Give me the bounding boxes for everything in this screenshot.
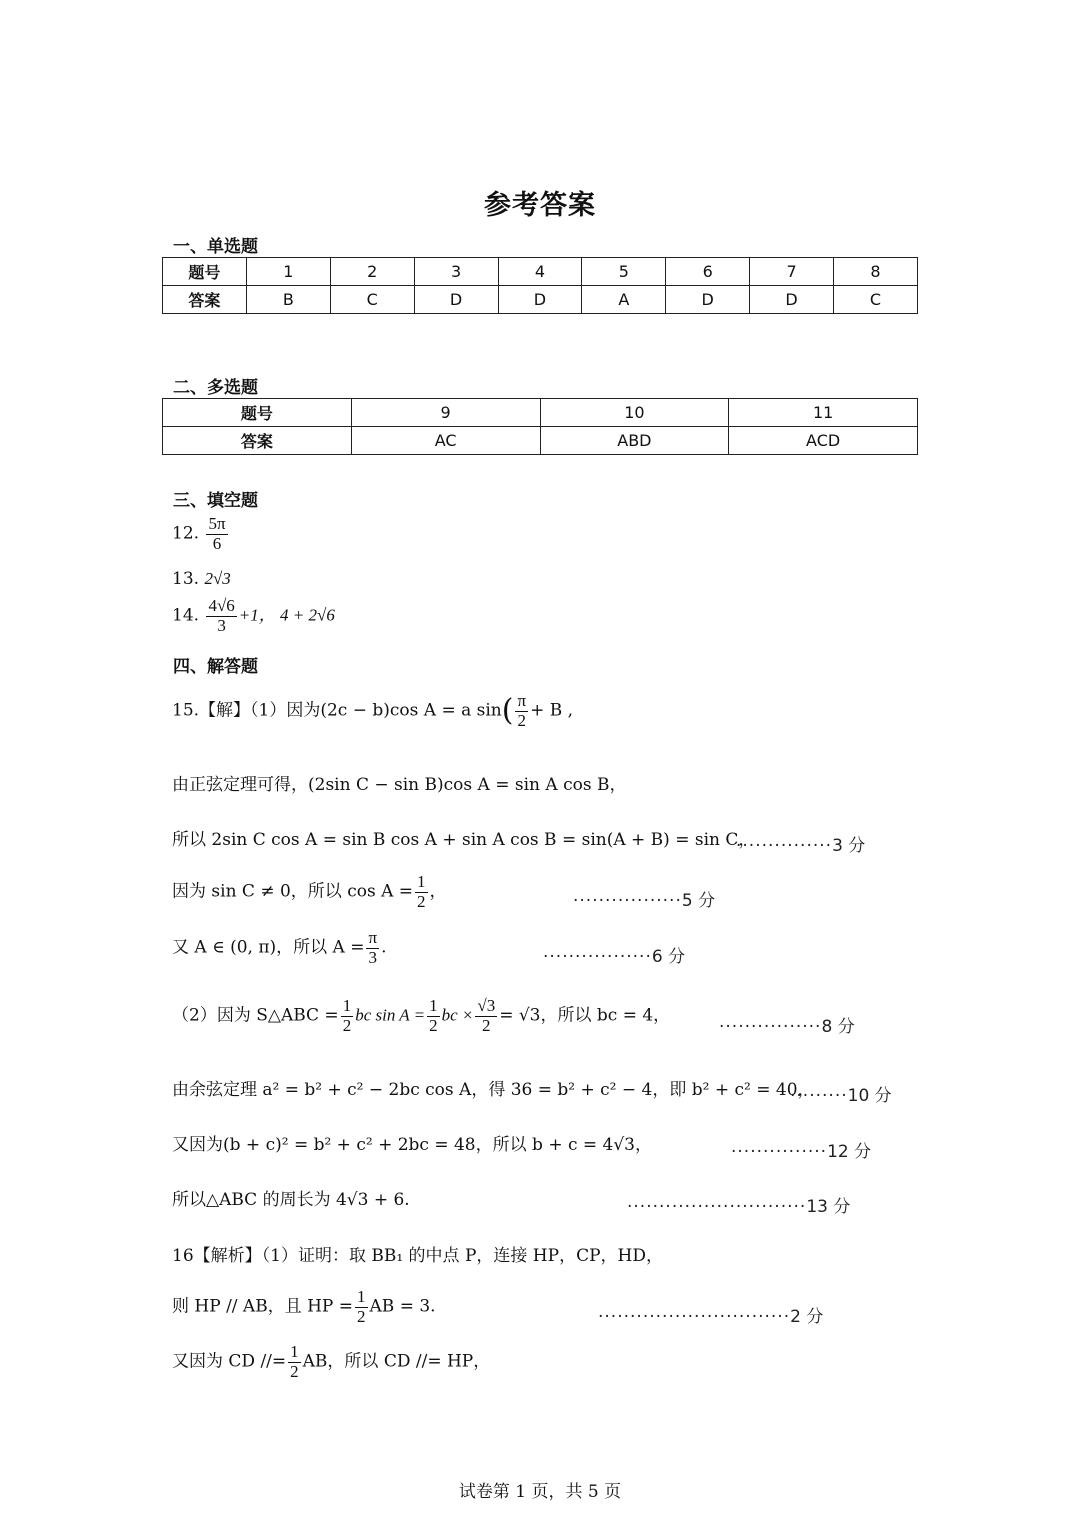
table-cell: ABD — [540, 427, 729, 455]
question-number: 12. — [172, 523, 200, 544]
fraction: $\frac{\pi}{3}$ — [368, 928, 378, 967]
question-number: 13. — [172, 569, 200, 589]
single-choice-answer-table — [162, 257, 918, 314]
q15-line-5: 又 A ∈ (0, π)，所以 A = $\frac{\pi}{3}$ . — [172, 928, 387, 967]
score-marker: ················8 分 — [719, 1017, 855, 1037]
score-marker: ····························13 分 — [627, 1197, 851, 1217]
fraction: $\frac{\pi}{2}$ — [517, 691, 527, 730]
table-cell: 5 — [582, 258, 666, 286]
row-label: 答案 — [163, 286, 247, 314]
q16-line-1: 16【解析】（1）证明：取 BB₁ 的中点 P，连接 HP，CP，HD， — [172, 1246, 663, 1266]
table-cell: AC — [351, 427, 540, 455]
score-marker: ·················5 分 — [573, 891, 716, 911]
q15-line-1: 15.【解】（1）因为(2c − b)cos A = a sin( $\frac{\pi}{2}$ + B , — [172, 691, 574, 730]
q15-line-6: （2）因为 S△ABC = $\frac{1}{2}$ bc sin A = $\frac{1}{2}$ bc × $\frac{√3}{2}$ = √3，所以 bc = 4， — [172, 996, 671, 1035]
section-heading-fill-blank: 三、填空题 — [173, 491, 258, 511]
table-row — [163, 286, 918, 314]
table-cell: 7 — [750, 258, 834, 286]
table-cell: 11 — [729, 399, 918, 427]
paren-open: ( — [501, 693, 514, 729]
section-heading-solutions: 四、解答题 — [173, 657, 258, 677]
multiple-choice-answer-table — [162, 398, 918, 455]
q15-line-2: 由正弦定理可得，(2sin C − sin B)cos A = sin A cos B， — [172, 775, 627, 795]
table-cell: 8 — [834, 258, 918, 286]
answer-14 — [172, 597, 335, 635]
score-marker: ···············3 分 — [736, 836, 866, 856]
fraction: $\frac{1}{2}$ — [357, 1287, 366, 1326]
table-cell: ACD — [729, 427, 918, 455]
q15-line-3: 所以 2sin C cos A = sin B cos A + sin A cos B = sin(A + B) = sin C， — [172, 830, 756, 850]
q15-line-8: 又因为(b + c)² = b² + c² + 2bc = 48，所以 b + c = 4√3， — [172, 1135, 653, 1155]
table-cell: C — [330, 286, 414, 314]
table-cell: 2 — [330, 258, 414, 286]
table-cell: 6 — [666, 258, 750, 286]
table-cell: D — [750, 286, 834, 314]
row-label: 答案 — [163, 427, 352, 455]
table-cell: D — [666, 286, 750, 314]
table-cell: D — [414, 286, 498, 314]
table-cell: 4 — [498, 258, 582, 286]
fraction: $\frac{1}{2}$ — [290, 1342, 299, 1381]
q15-line-9: 所以△ABC 的周长为 4√3 + 6. — [172, 1190, 410, 1210]
fraction: $\frac{5\pi}{6}$ — [208, 514, 226, 553]
table-cell: 3 — [414, 258, 498, 286]
answer-value: 2√3 — [204, 569, 231, 588]
fraction: $\frac{1}{2}$ — [417, 872, 426, 911]
page-footer: 试卷第 1 页，共 5 页 — [458, 1482, 622, 1502]
fraction: $\frac{1}{2}$ — [342, 996, 352, 1035]
answer-12 — [172, 515, 230, 553]
q16-line-2: 则 HP // AB，且 HP = $\frac{1}{2}$ AB = 3. — [172, 1287, 436, 1326]
table-cell: D — [498, 286, 582, 314]
table-row — [163, 427, 918, 455]
row-label: 题号 — [163, 258, 247, 286]
table-cell: 9 — [351, 399, 540, 427]
table-cell: A — [582, 286, 666, 314]
answer-value: +1， 4 + 2√6 — [238, 605, 335, 625]
question-number: 14. — [172, 605, 200, 626]
table-cell: 10 — [540, 399, 729, 427]
q15-line-4: 因为 sin C ≠ 0，所以 cos A = $\frac{1}{2}$ ， — [172, 872, 447, 911]
table-row — [163, 258, 918, 286]
table-cell: 1 — [246, 258, 330, 286]
section-heading-multiple-choice: 二、多选题 — [173, 378, 258, 398]
fraction: $\frac{√3}{2}$ — [477, 996, 496, 1035]
q15-line-7: 由余弦定理 a² = b² + c² − 2bc cos A，得 36 = b² + c² − 4，即 b² + c² = 40， — [172, 1080, 815, 1100]
q16-line-3: 又因为 CD //= $\frac{1}{2}$ AB，所以 CD //= HP， — [172, 1342, 491, 1381]
answer-13 — [172, 569, 231, 589]
score-marker: ···············12 分 — [731, 1142, 872, 1162]
fraction: $\frac{1}{2}$ — [429, 996, 438, 1035]
fraction: $\frac{4√6}{3}$ — [208, 596, 235, 635]
section-heading-single-choice: 一、单选题 — [173, 237, 258, 257]
table-cell: C — [834, 286, 918, 314]
score-marker: ·········10 分 — [790, 1086, 892, 1106]
table-row — [163, 399, 918, 427]
score-marker: ·················6 分 — [543, 947, 686, 967]
score-marker: ······························2 分 — [598, 1307, 824, 1327]
row-label: 题号 — [163, 399, 352, 427]
table-cell: B — [246, 286, 330, 314]
page-title: 参考答案 — [484, 190, 596, 221]
